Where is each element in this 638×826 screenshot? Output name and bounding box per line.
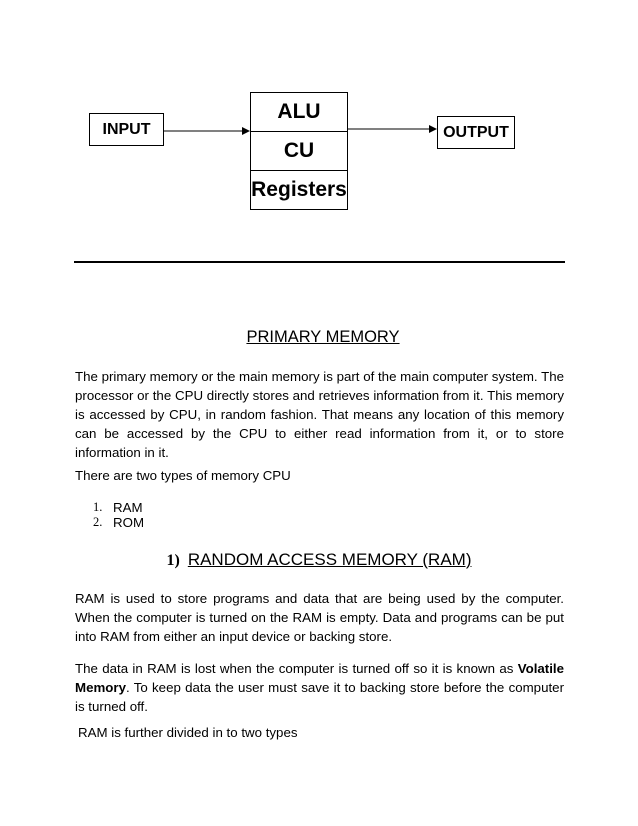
alu-cell (250, 92, 348, 132)
registers-label: Registers (251, 178, 347, 201)
memory-types-list (93, 500, 144, 530)
heading-ram-title: RANDOM ACCESS MEMORY (RAM) (187, 550, 472, 569)
paragraph-memory-types: There are two types of memory CPU (75, 468, 291, 483)
heading-primary-text: PRIMARY MEMORY (246, 328, 400, 346)
list-label: RAM (113, 500, 143, 515)
horizontal-rule (74, 261, 565, 263)
heading-primary-memory (0, 328, 638, 347)
paragraph-ram-types: RAM is further divided in to two types (78, 725, 298, 740)
input-box (89, 113, 164, 146)
list-item (93, 515, 144, 530)
list-number: 2. (93, 515, 103, 529)
paragraph-primary-memory: The primary memory or the main memory is part of the main computer system. The processor or the CPU directly stores and retrieves information from it. This memory is accessed by CPU, in random fashion. That means any location of this memory can be accessed by the CPU to either read information from it, or to store information in it. (75, 369, 564, 460)
volatile-text-after: . To keep data the user must save it to backing store before the computer is turned off. (75, 680, 564, 714)
list-number: 1. (93, 500, 103, 514)
list-item (93, 500, 144, 515)
registers-cell (250, 171, 348, 210)
paragraph-ram-volatile (75, 659, 564, 716)
heading-ram-number: 1) (166, 552, 180, 569)
input-label: INPUT (102, 120, 151, 138)
cu-cell (250, 132, 348, 171)
alu-label: ALU (277, 100, 321, 123)
heading-ram (0, 550, 638, 570)
cpu-stack (250, 92, 348, 210)
cu-label: CU (283, 139, 315, 162)
output-label: OUTPUT (443, 123, 509, 141)
volatile-text-before: The data in RAM is lost when the computer is turned off so it is known as (75, 661, 518, 676)
paragraph-ram-usage: RAM is used to store programs and data that are being used by the computer. When the computer is turned on the RAM is empty. Data and programs can be put into RAM from either an input device or backing store. (75, 591, 564, 644)
output-box (437, 116, 515, 149)
volatile-memory-term: Volatile Memory (75, 661, 564, 695)
list-label: ROM (113, 515, 145, 530)
